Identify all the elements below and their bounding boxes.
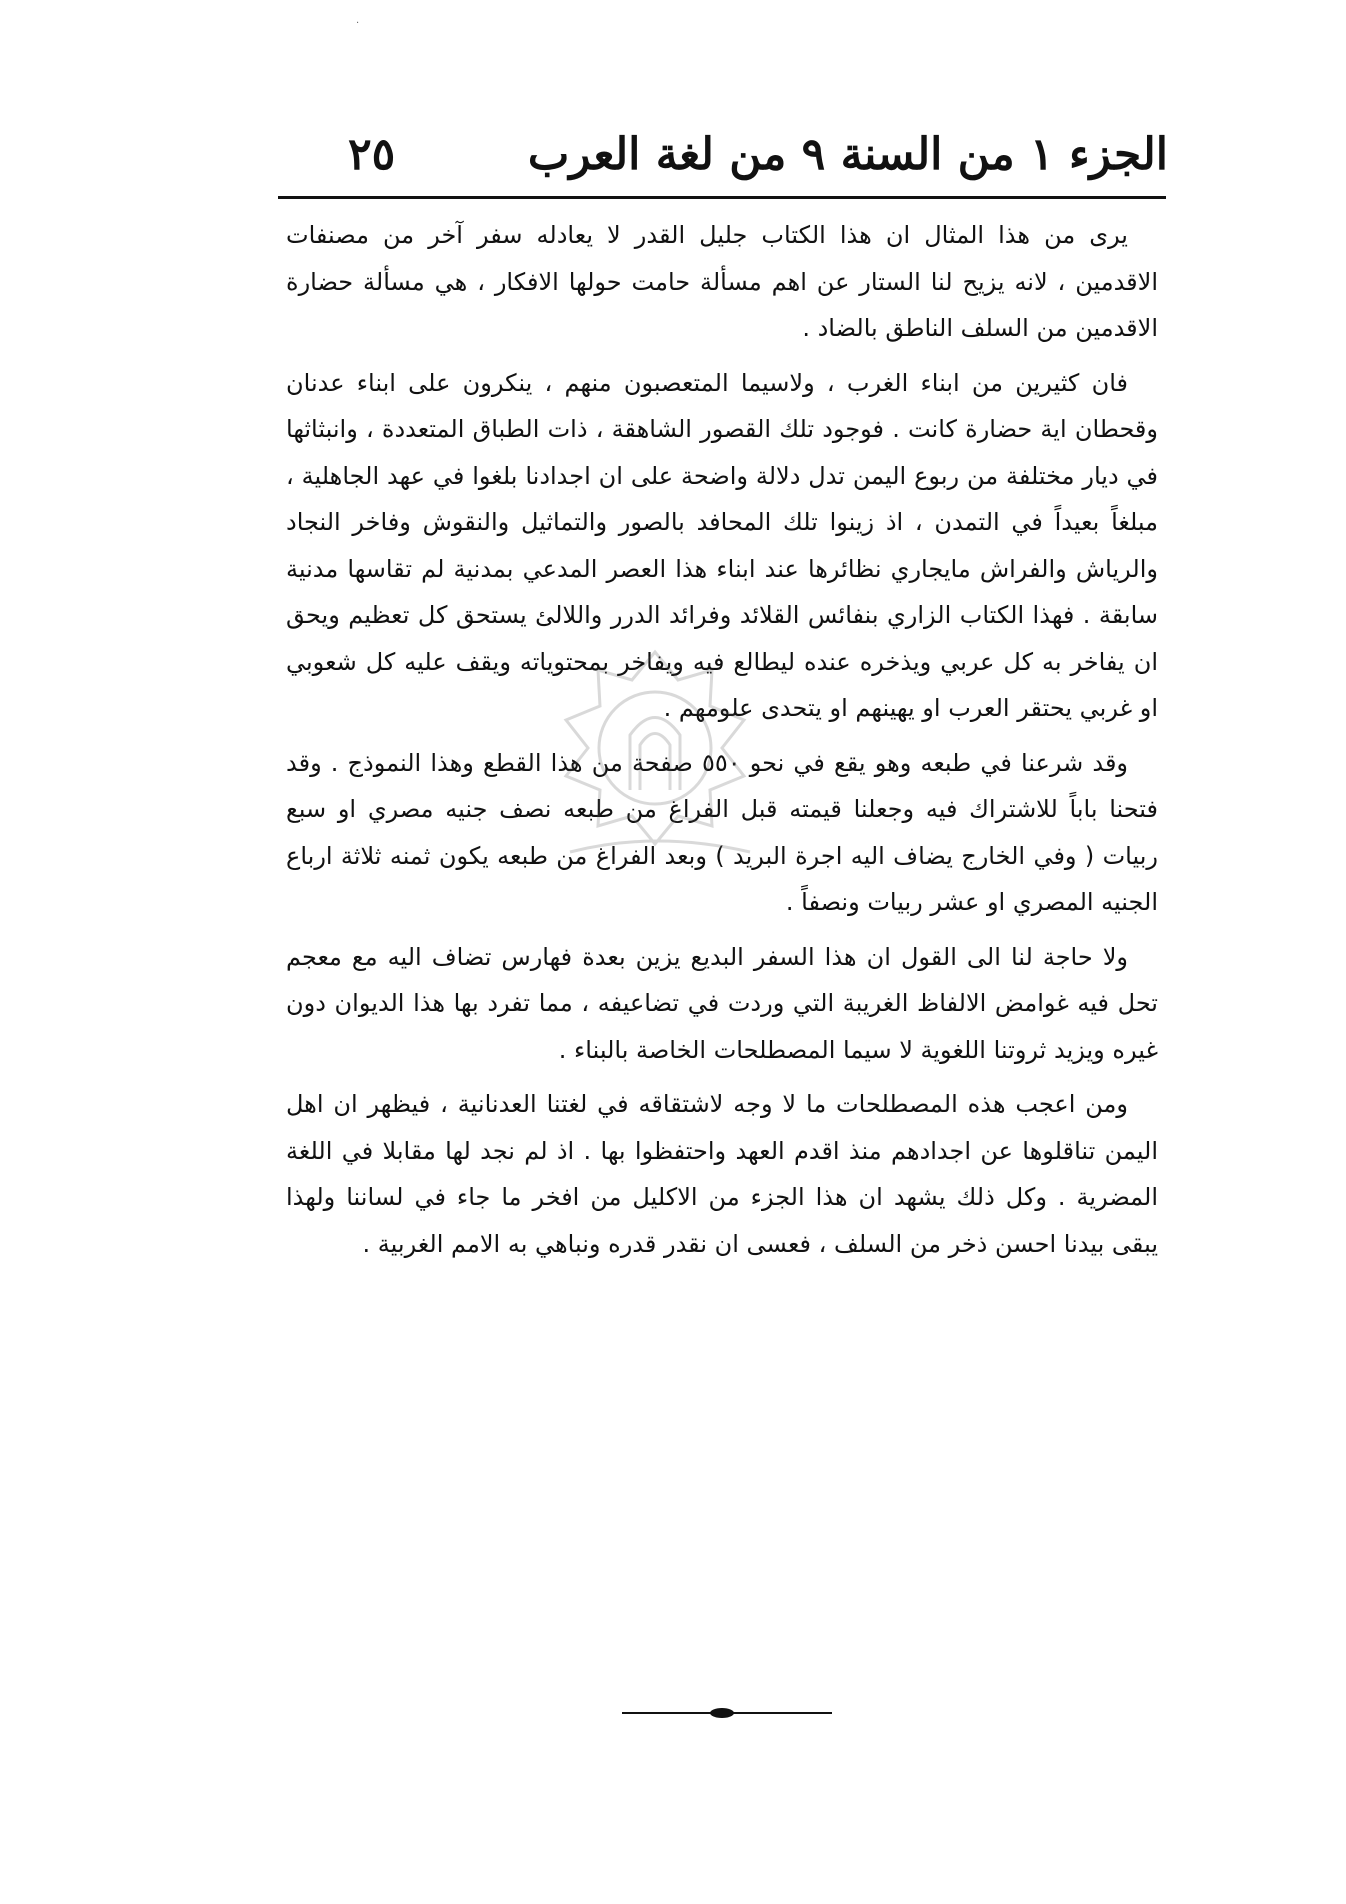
paragraph-1: يرى من هذا المثال ان هذا الكتاب جليل القدر لا يعادله سفر آخر من مصنفات الاقدمين ، لانه يزيح لنا الستار عن اهم مسألة حامت حولها الافكار ، هي مسألة حضارة الاقدمين من السلف الناطق بالضاد . (286, 221, 1158, 342)
paragraph-3: وقد شرعنا في طبعه وهو يقع في نحو ٥٥٠ صفحة من هذا القطع وهذا النموذج . وقد فتحنا باباً للاشتراك فيه وجعلنا قيمته قبل الفراغ من طبعه نصف جنيه مصري او سبع ربيات ( وفي الخارج يضاف اليه اجرة البريد ) وبعد الفراغ من طبعه يكون ثمنه ثلاثة ارباع الجنيه المصري او عشر ربيات ونصفاً . (286, 748, 1158, 916)
scan-speck: · (356, 18, 360, 29)
end-rule-ornament (710, 1708, 734, 1718)
paragraph-2: فان كثيرين من ابناء الغرب ، ولاسيما المتعصبون منهم ، ينكرون على ابناء عدنان وقحطان اية حضارة كانت . فوجود تلك القصور الشاهقة ، ذات الطباق المتعددة ، وانبثاثها في ديار مختلفة من ربوع اليمن تدل دلالة واضحة على ان اجدادنا بلغوا في عهد الجاهلية ، مبلغاً بعيداً في التمدن ، اذ زينوا تلك المحافد بالصور والتماثيل والنقوش وفاخر النجاد والرياش والفراش مايجاري نظائرها عند ابناء هذا العصر المدعي بمدنية لم تقاسها مدنية سابقة . فهذا الكتاب الزاري بنفائس القلائد وفرائد الدرر واللالئ يستحق كل تعظيم ويحق ان يفاخر به كل عربي ويذخره عنده ليطالع فيه ويفاخر بمحتوياته ويقف عليه كل شعوبي او غربي يحتقر العرب او يهينهم او يتحدى علومهم . (286, 368, 1158, 722)
paragraph-5: ومن اعجب هذه المصطلحات ما لا وجه لاشتقاقه في لغتنا العدنانية ، فيظهر ان اهل اليمن تناقلوها عن اجدادهم منذ اقدم العهد واحتفظوا بها . اذ لم نجد لها مقابلا في اللغة المضرية . وكل ذلك يشهد ان هذا الجزء من الاكليل من افخر ما جاء في لساننا ولهذا يبقى بيدنا احسن ذخر من السلف ، فعسى ان نقدر قدره ونباهي به الامم الغربية . (286, 1090, 1158, 1258)
article-body (286, 212, 1158, 1275)
page-number: ٢٥ (348, 129, 396, 180)
running-title: الجزء ١ من السنة ٩ من لغة العرب (527, 129, 1168, 180)
page-header (278, 112, 1178, 192)
paragraph-4: ولا حاجة لنا الى القول ان هذا السفر البديع يزين بعدة فهارس تضاف اليه مع معجم تحل فيه غوامض الالفاظ الغريبة التي وردت في تضاعيفه ، مما تفرد بها هذا الديوان دون غيره ويزيد ثروتنا اللغوية لا سيما المصطلحات الخاصة بالبناء . (286, 942, 1158, 1064)
header-rule (278, 196, 1166, 199)
